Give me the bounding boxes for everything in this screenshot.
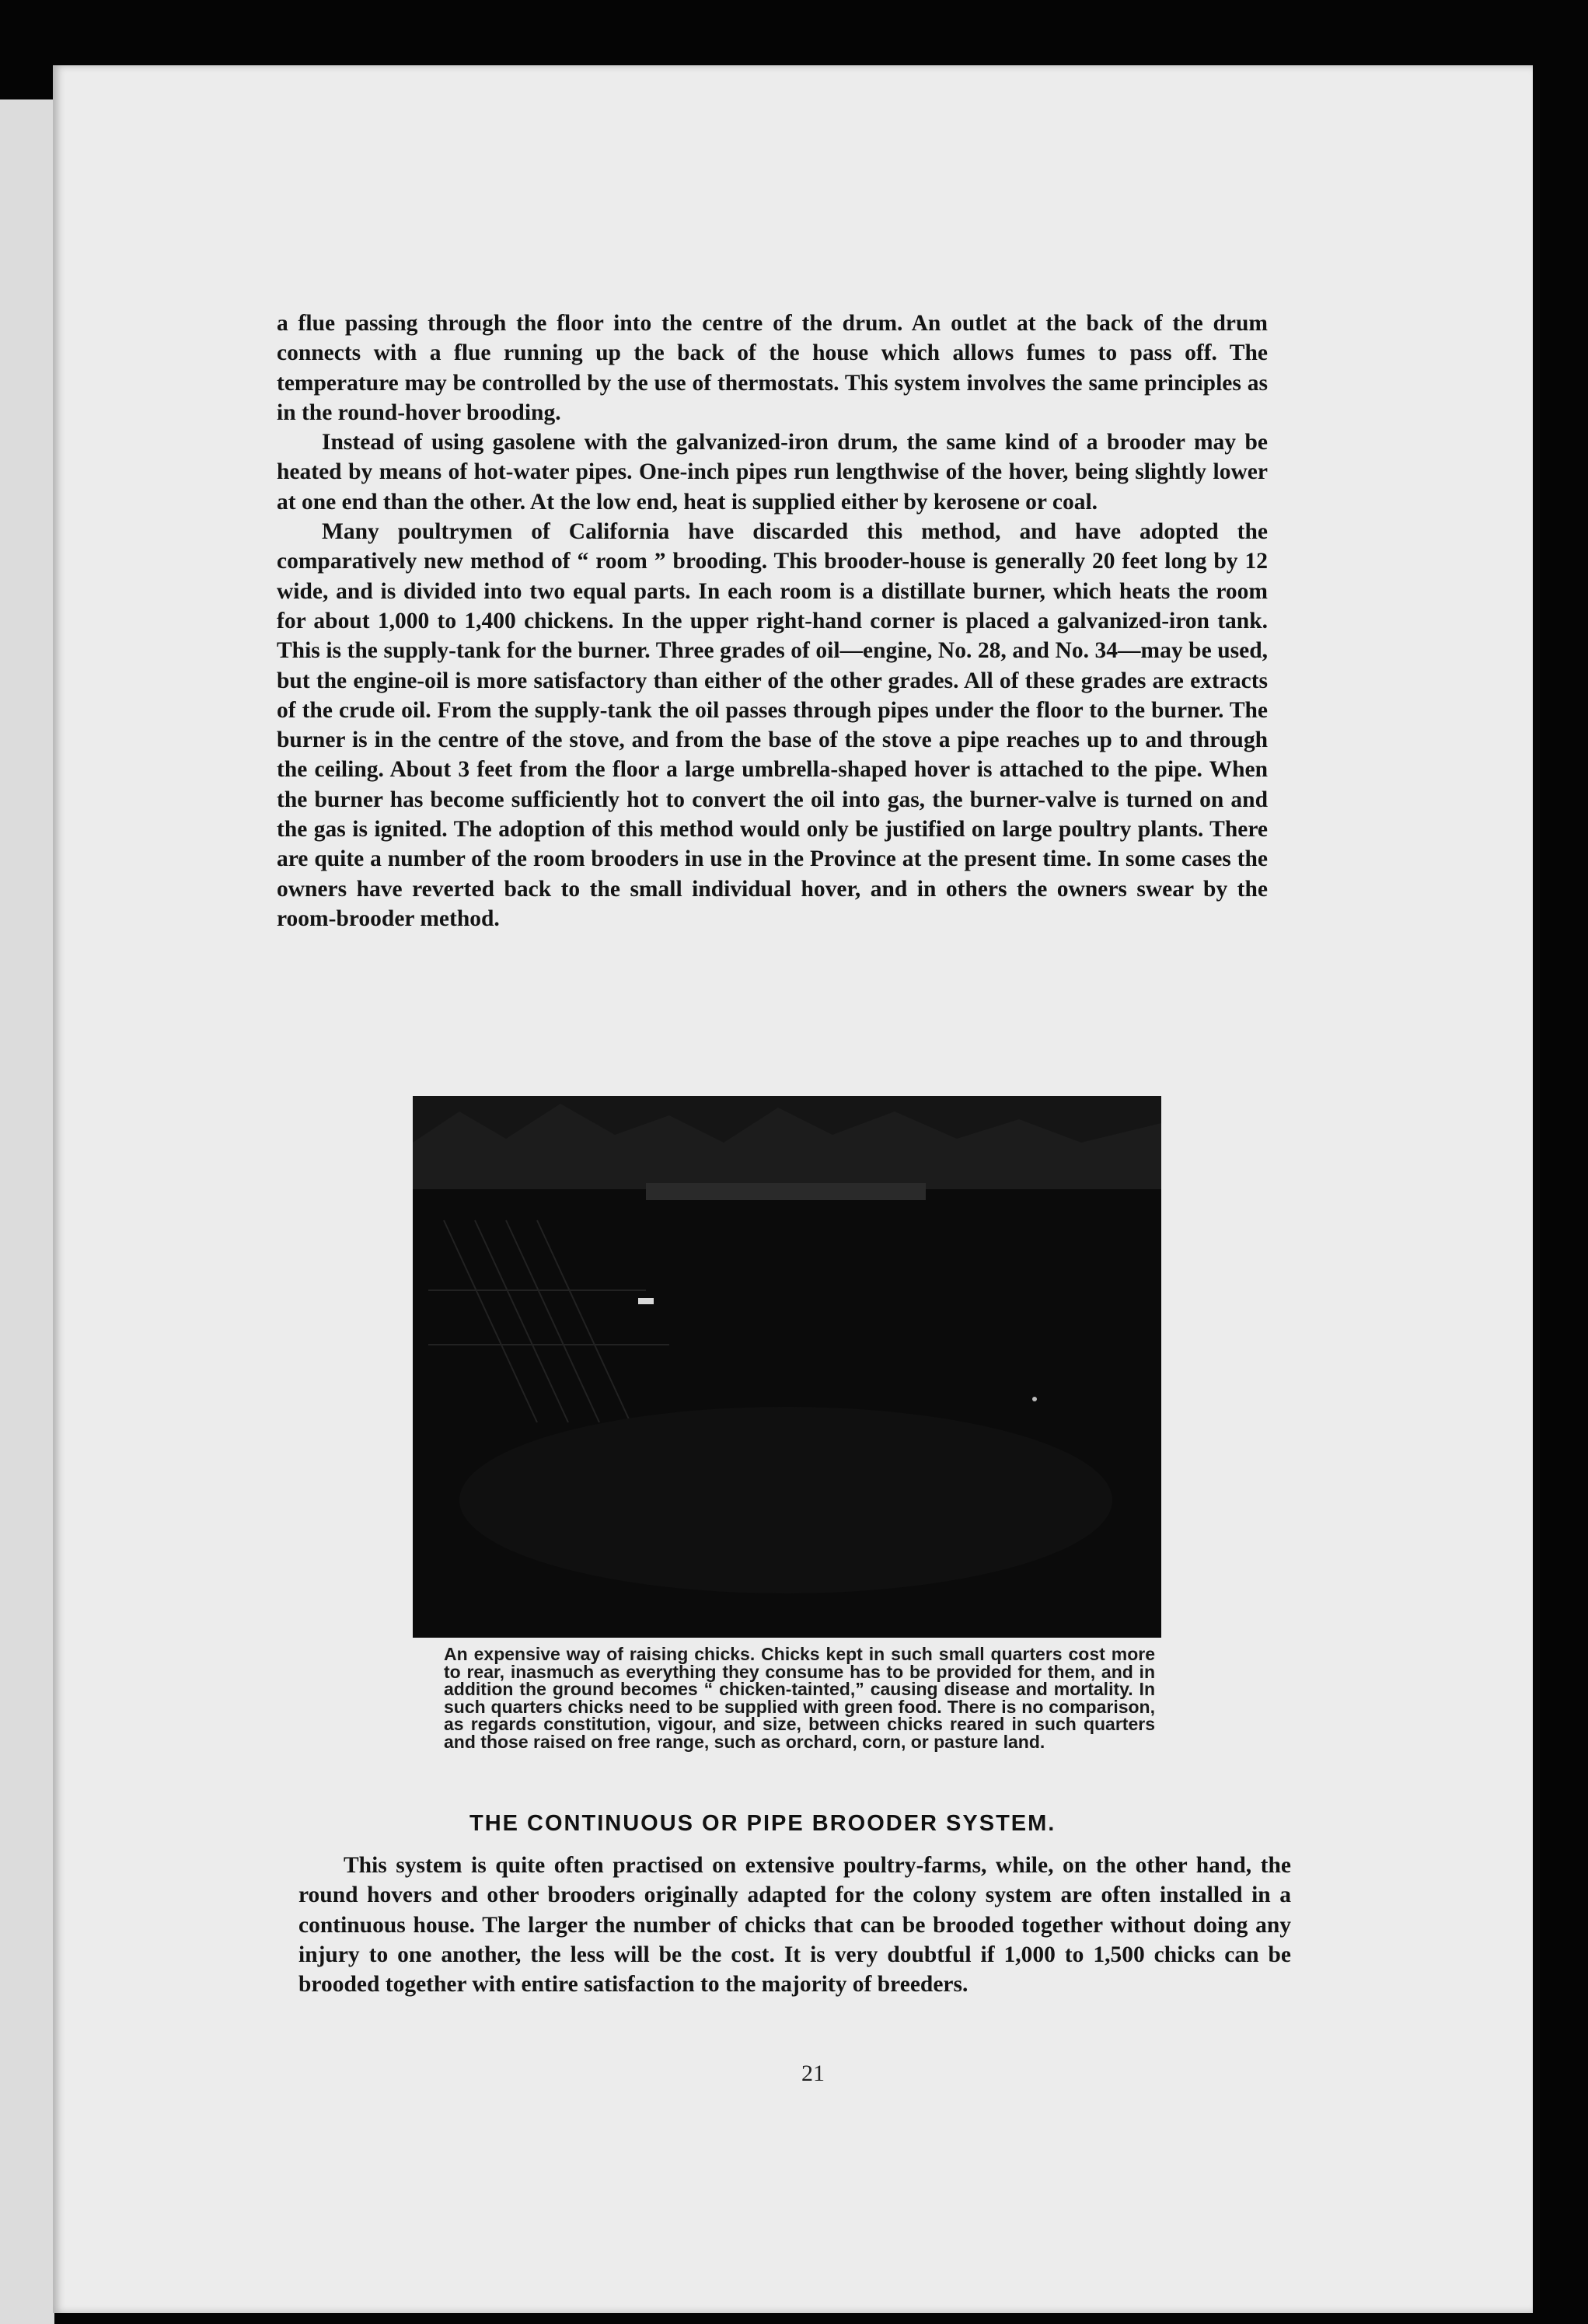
body-text-bottom (298, 1851, 1291, 1999)
chicks-photograph (413, 1096, 1161, 1638)
body-text-top (277, 309, 1268, 933)
scan-mark (784, 48, 790, 54)
facing-page-edge (0, 99, 54, 2324)
paragraph-3: Many poultrymen of California have discarded this method, and have adopted the comparatively new method of “ room ” brooding. This brooder-house is generally 20 feet long by 12 wide, and is divided into two equal parts. In each room is a distillate burner, which heats the room for about 1,000 to 1,400 chickens. In the upper right-hand corner is placed a galvanized-iron tank. This is the supply-tank for the burner. Three grades of oil—engine, No. 28, and No. 34—may be used, but the engine-oil is more satisfactory than either of the other grades. All of these grades are extracts of the crude oil. From the supply-tank the oil passes through pipes under the floor to the burner. The burner is in the centre of the stove, and from the base of the stove a pipe reaches up to and through the ceiling. About 3 feet from the floor a large umbrella-shaped hover is attached to the pipe. When the burner has become sufficiently hot to convert the oil into gas, the burner-valve is turned on and the gas is ignited. The adoption of this method would only be justified on large poultry plants. There are quite a number of the room brooders in use in the Province at the present time. In some cases the owners have reverted back to the small individual hover, and in others the owners swear by the room-brooder method. (277, 519, 1268, 931)
photo-image (413, 1096, 1161, 1638)
page-number: 21 (801, 2061, 825, 2086)
photo-caption: An expensive way of raising chicks. Chicks kept in such small quarters cost more to rear, inasmuch as everything they consume has to be provided for them, and in addition the ground becomes “ chicken-tainted,” causing disease and mortality. In such quarters chicks need to be supplied with green food. There is no comparison, as regards constitution, vigour, and size, between chicks reared in such quarters and those raised on free range, such as orchard, corn, or pasture land. (444, 1644, 1155, 1752)
paragraph-2: Instead of using gasolene with the galvanized-iron drum, the same kind of a brooder may be heated by means of hot-water pipes. One-inch pipes run lengthwise of the hover, being slightly lower at one end than the other. At the low end, heat is supplied either by kerosene or coal. (277, 430, 1268, 515)
paragraph-1: a flue passing through the floor into the centre of the drum. An outlet at the back of the drum connects with a flue running up the back of the house which allows fumes to pass off. The temperature may be controlled by the use of thermostats. This system involves the same principles as in the round-hover brooding. (277, 311, 1268, 425)
section-heading: THE CONTINUOUS OR PIPE BROODER SYSTEM. (469, 1811, 1056, 1836)
paragraph-4: This system is quite often practised on extensive poultry-farms, while, on the other hand, the round hovers and other brooders originally adapted for the colony system are often installed in a continuous house. The larger the number of chicks that can be brooded together without doing any injury to one another, the less will be the cost. It is very doubtful if 1,000 to 1,500 chicks can be brooded together with entire satisfaction to the majority of breeders. (298, 1853, 1291, 1998)
